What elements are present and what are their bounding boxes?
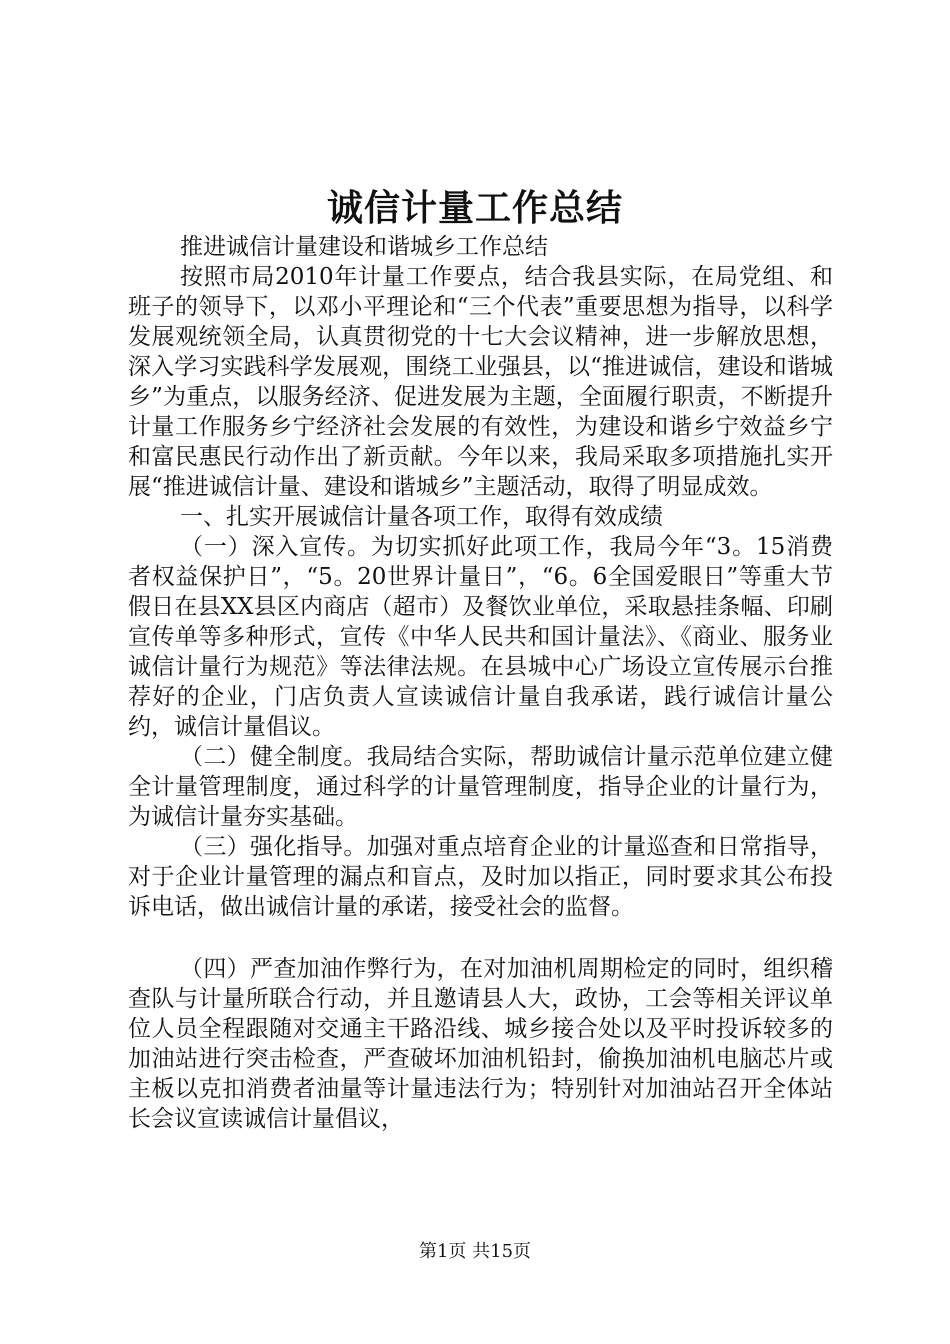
item-2-paragraph: （二）健全制度。我局结合实际，帮助诚信计量示范单位建立健全计量管理制度，通过科学的计量管理制度，指导企业的计量行为，为诚信计量夯实基础。 bbox=[128, 744, 833, 830]
paragraph-spacer bbox=[128, 922, 833, 954]
subtitle-paragraph: 推进诚信计量建设和谐城乡工作总结 bbox=[180, 234, 548, 260]
item-4-paragraph: （四）严查加油作弊行为，在对加油机周期检定的同时，组织稽查队与计量所联合行动，并且邀请县人大，政协，工会等相关评议单位人员全程跟随对交通主干路沿线、城乡接合处以及平时投诉较多的加油站进行突击检查，严查破坏加油机铅封，偷换加油机电脑芯片或主板以克扣消费者油量等计量违法行为；特别针对加油站召开全体站长会议宣读诚信计量倡议， bbox=[128, 956, 833, 1132]
page-footer: 第1页 共15页 bbox=[418, 1241, 532, 1262]
document-title: 诚信计量工作总结 bbox=[326, 187, 623, 229]
intro-paragraph: 按照市局2010年计量工作要点，结合我县实际，在局党组、和班子的领导下，以邓小平理论和“三个代表”重要思想为指导，以科学发展观统领全局，认真贯彻党的十七大会议精神，进一步解放思想，深入学习实践科学发展观，围绕工业强县，以“推进诚信，建设和谐城乡”为重点，以服务经济、促进发展为主题，全面履行职责，不断提升计量工作服务乡宁经济社会发展的有效性，为建设和谐乡宁效益乡宁和富民惠民行动作出了新贡献。今年以来，我局采取多项措施扎实开展“推进诚信计量、建设和谐城乡”主题活动，取得了明显成效。 bbox=[128, 264, 833, 500]
document-body bbox=[128, 232, 833, 1134]
item-1-paragraph: （一）深入宣传。为切实抓好此项工作，我局今年“3。15消费者权益保护日”，“5。20世界计量日”，“6。6全国爱眼日”等重大节假日在县XX县区内商店（超市）及餐饮业单位，采取悬挂条幅、印刷宣传单等多种形式，宣传《中华人民共和国计量法》、《商业、服务业诚信计量行为规范》等法律法规。在县城中心广场设立宣传展示台推荐好的企业，门店负责人宣读诚信计量自我承诺，践行诚信计量公约，诚信计量倡议。 bbox=[128, 534, 833, 740]
section-heading: 一、扎实开展诚信计量各项工作，取得有效成绩 bbox=[180, 504, 663, 530]
item-3-paragraph: （三）强化指导。加强对重点培育企业的计量巡查和日常指导，对于企业计量管理的漏点和盲点，及时加以指正，同时要求其公布投诉电话，做出诚信计量的承诺，接受社会的监督。 bbox=[128, 834, 833, 920]
